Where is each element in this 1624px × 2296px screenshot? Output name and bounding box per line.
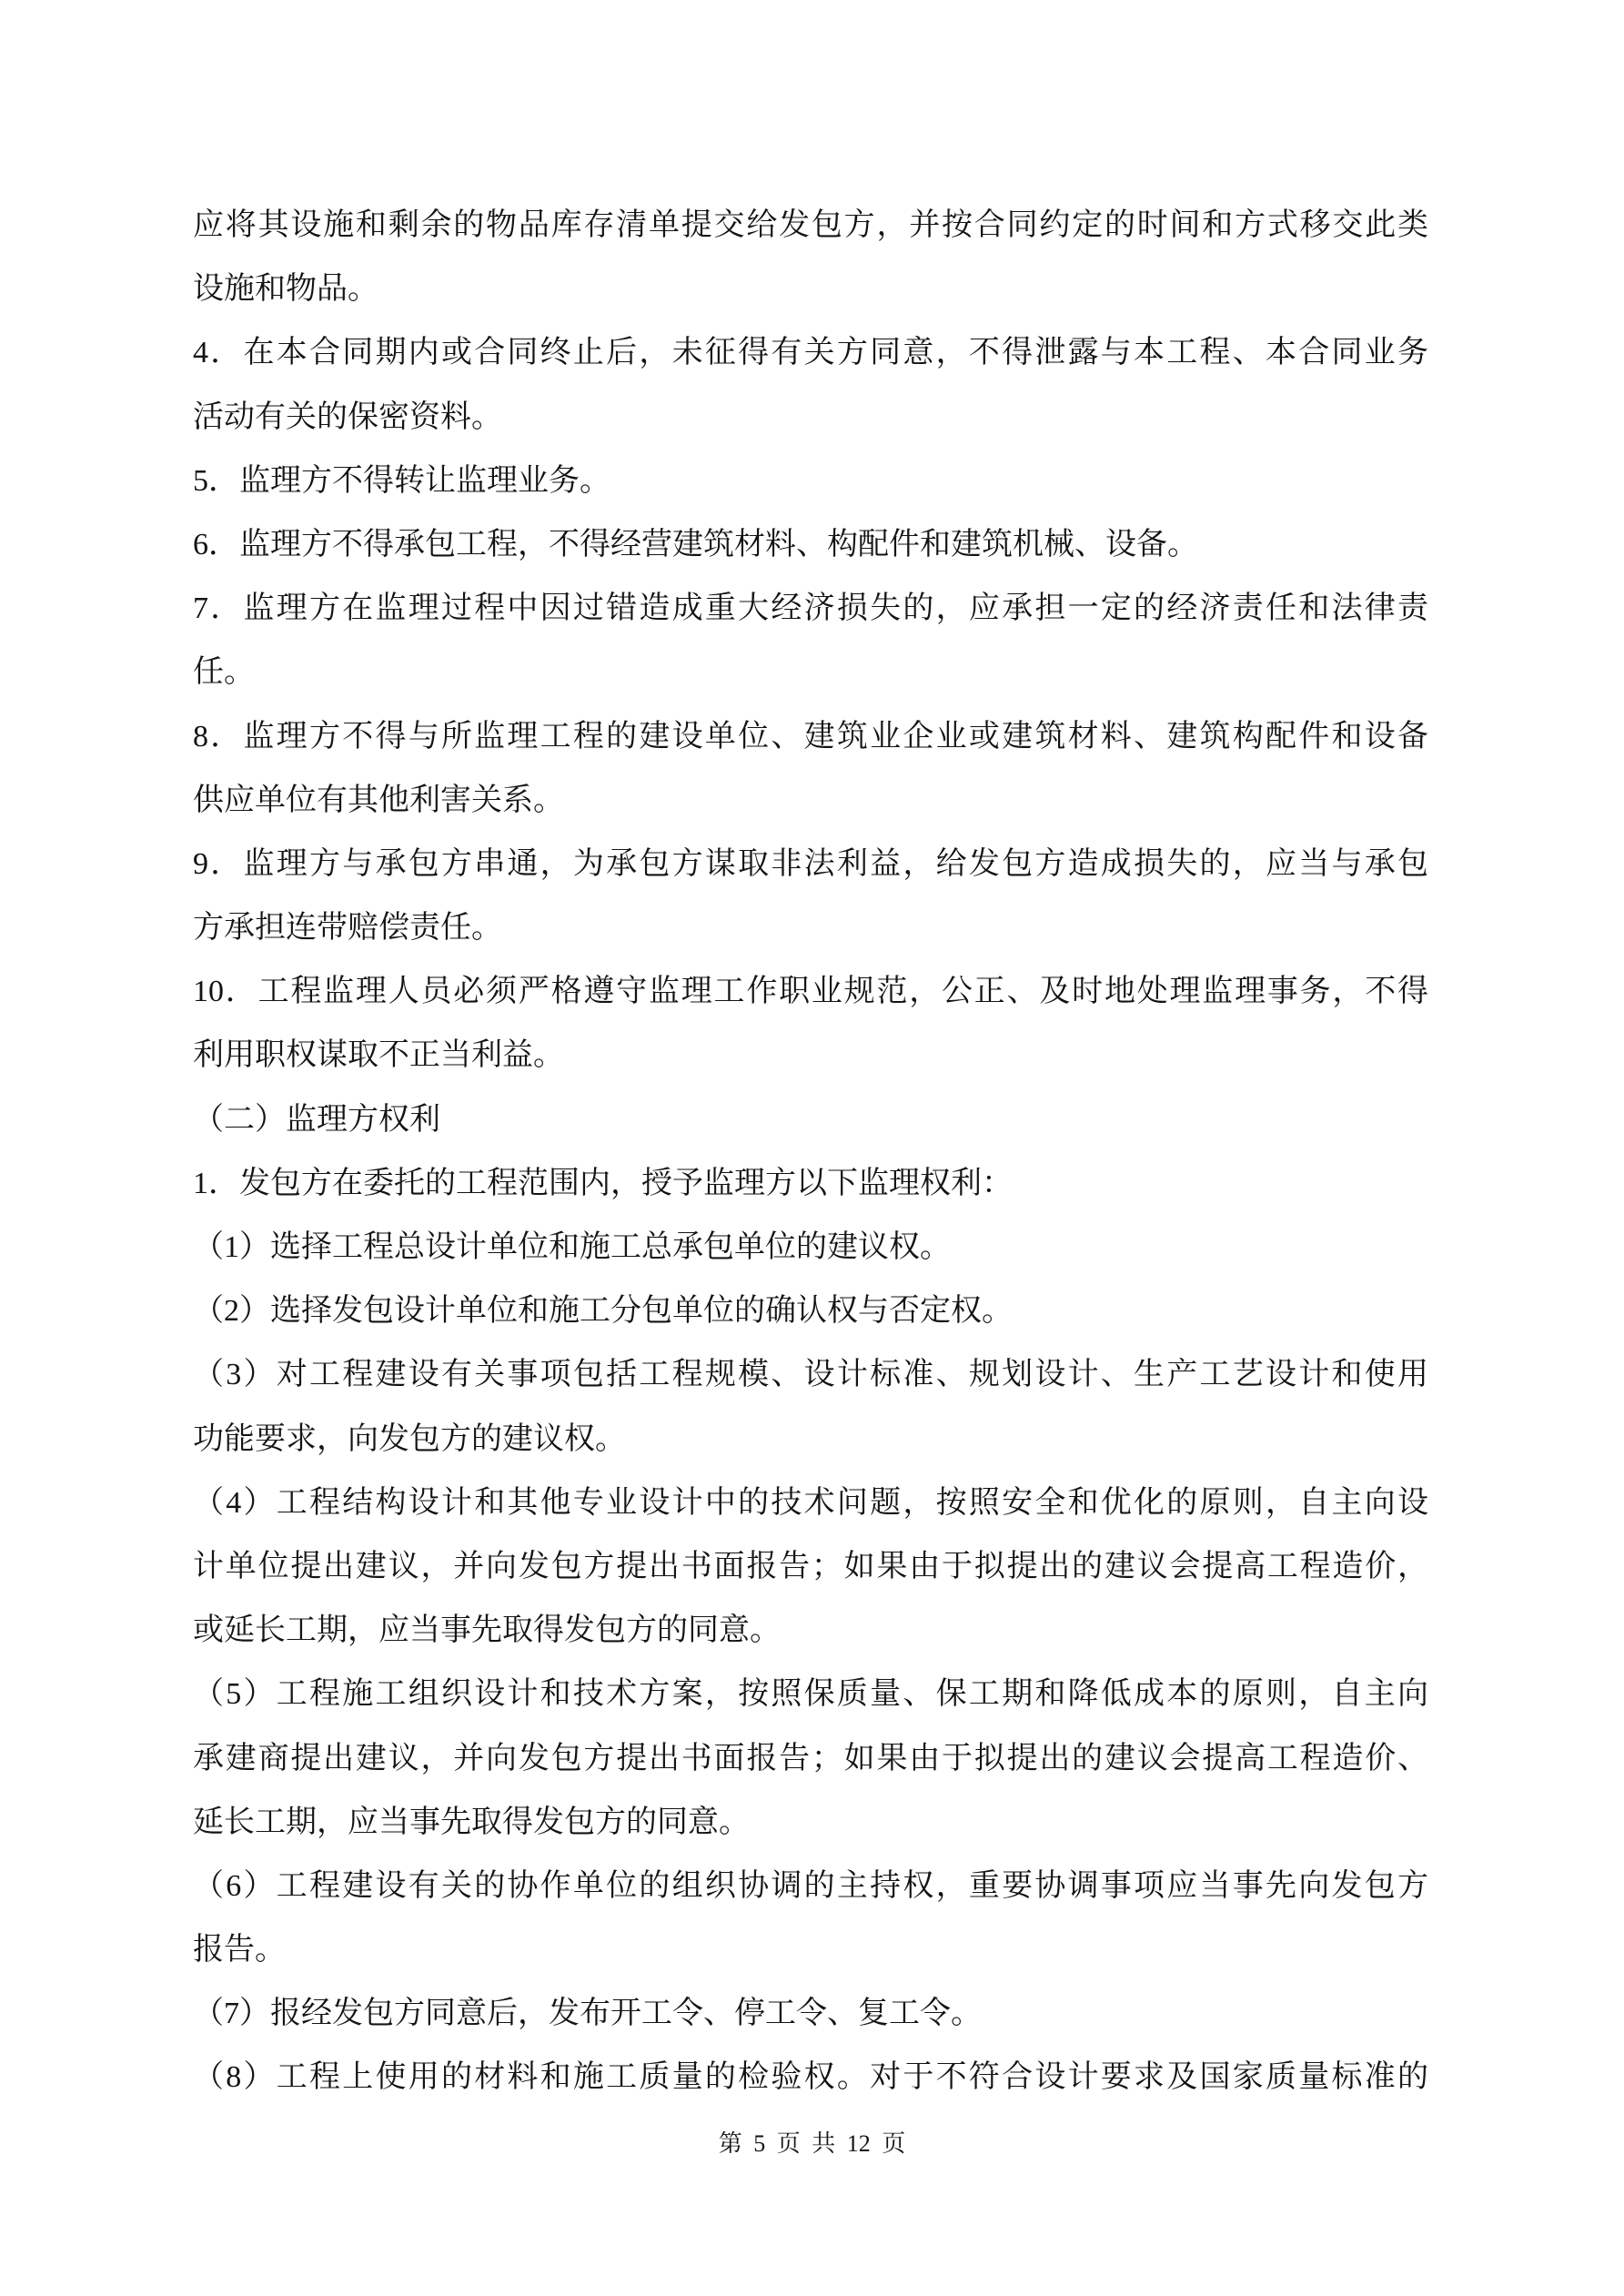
document-line: （7）报经发包方同意后，发布开工令、停工令、复工令。: [193, 1997, 982, 2031]
document-body: [193, 194, 1428, 2110]
document-line: 方承担连带赔偿责任。: [193, 911, 502, 946]
document-line: （4）工程结构设计和其他专业设计中的技术问题，按照安全和优化的原则，自主向设: [193, 1485, 1428, 1520]
document-line: 8．监理方不得与所监理工程的建设单位、建筑业企业或建筑材料、建筑构配件和设备: [193, 719, 1428, 754]
document-line: 供应单位有其他利害关系。: [193, 783, 564, 817]
page-footer: 第 5 页 共 12 页: [718, 2130, 906, 2157]
document-line: 功能要求，向发包方的建议权。: [193, 1421, 626, 1456]
document-line: 利用职权谋取不正当利益。: [193, 1038, 564, 1073]
document-line: 计单位提出建议，并向发包方提出书面报告；如果由于拟提出的建议会提高工程造价，: [193, 1549, 1428, 1583]
document-line: 7．监理方在监理过程中因过错造成重大经济损失的，应承担一定的经济责任和法律责: [193, 592, 1428, 626]
document-line: 5．监理方不得转让监理业务。: [193, 463, 610, 498]
document-line: 或延长工期，应当事先取得发包方的同意。: [193, 1613, 781, 1648]
document-line: 承建商提出建议，并向发包方提出书面报告；如果由于拟提出的建议会提高工程造价、: [193, 1741, 1428, 1775]
document-line: 10．工程监理人员必须严格遵守监理工作职业规范，公正、及时地处理监理事务，不得: [193, 975, 1428, 1009]
document-line: （2）选择发包设计单位和施工分包单位的确认权与否定权。: [193, 1294, 1013, 1329]
document-line: 1．发包方在委托的工程范围内，授予监理方以下监理权利：: [193, 1166, 1013, 1200]
document-line: （二）监理方权利: [193, 1102, 440, 1137]
document-line: （1）选择工程总设计单位和施工总承包单位的建议权。: [193, 1230, 951, 1264]
document-line: 活动有关的保密资料。: [193, 400, 502, 434]
document-line: 4．在本合同期内或合同终止后，未征得有关方同意，不得泄露与本工程、本合同业务: [193, 336, 1428, 370]
document-line: 6．监理方不得承包工程，不得经营建筑材料、构配件和建筑机械、设备。: [193, 527, 1198, 561]
document-line: 延长工期，应当事先取得发包方的同意。: [193, 1805, 750, 1839]
document-line: 任。: [193, 655, 255, 690]
document-line: （3）对工程建设有关事项包括工程规模、设计标准、规划设计、生产工艺设计和使用: [193, 1358, 1428, 1392]
document-line: （6）工程建设有关的协作单位的组织协调的主持权，重要协调事项应当事先向发包方: [193, 1868, 1428, 1903]
document-line: 设施和物品。: [193, 272, 378, 307]
document-line: 应将其设施和剩余的物品库存清单提交给发包方，并按合同约定的时间和方式移交此类: [193, 208, 1428, 242]
document-line: 9．监理方与承包方串通，为承包方谋取非法利益，给发包方造成损失的，应当与承包: [193, 846, 1428, 881]
document-line: 报告。: [193, 1933, 286, 1967]
document-line: （5）工程施工组织设计和技术方案，按照保质量、保工期和降低成本的原则，自主向: [193, 1677, 1428, 1712]
document-line: （8）工程上使用的材料和施工质量的检验权。对于不符合设计要求及国家质量标准的: [193, 2060, 1428, 2095]
